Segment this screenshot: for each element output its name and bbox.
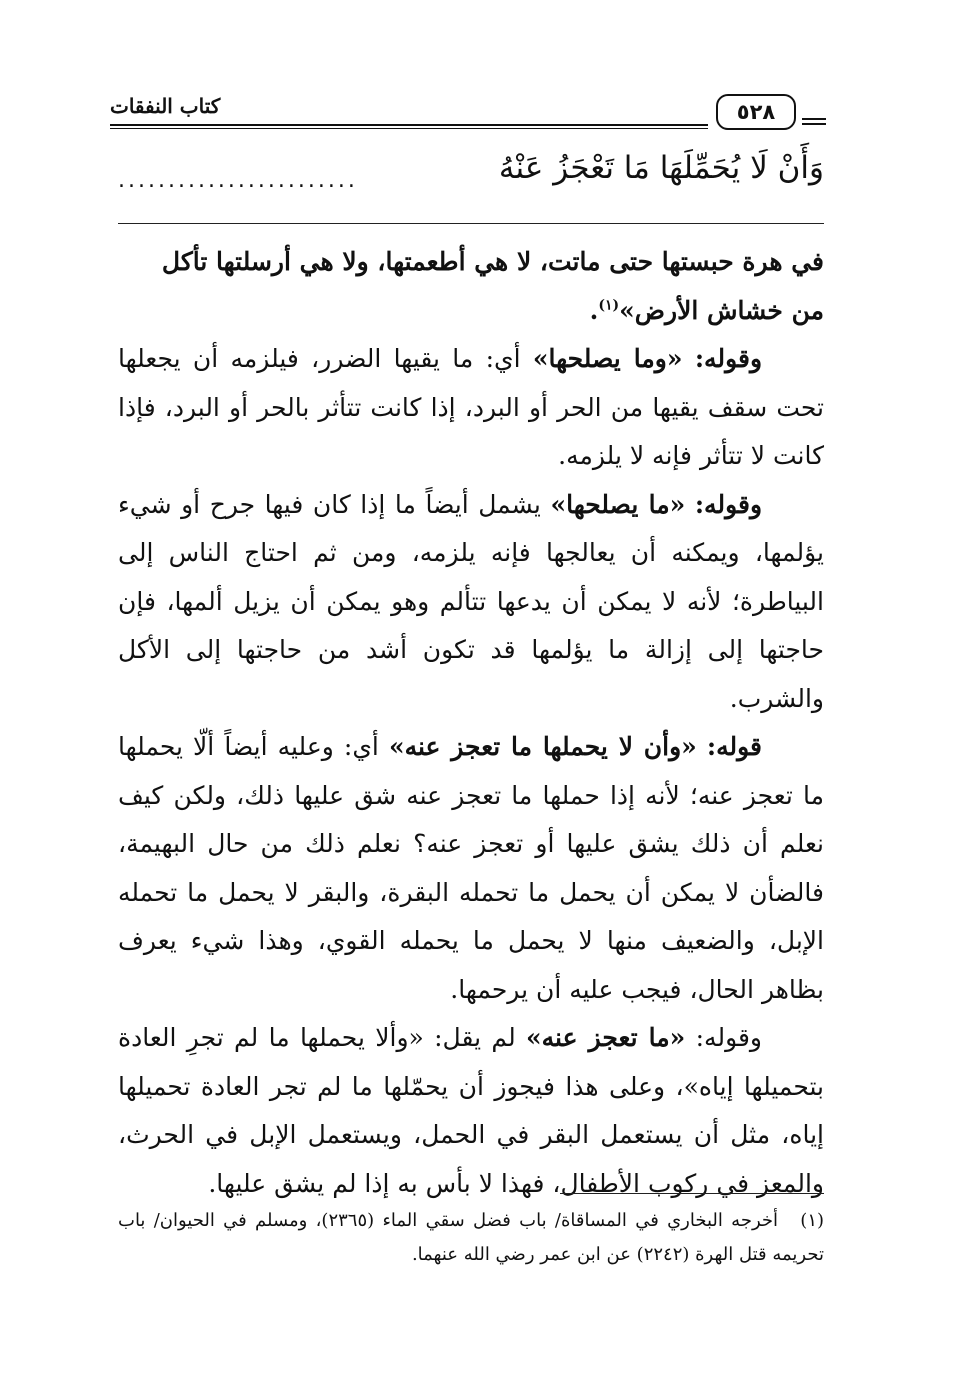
paragraph-lead: وقوله: bbox=[695, 1023, 763, 1052]
footnote-text: أخرجه البخاري في المساقاة/ باب فضل سقي الماء (٢٣٦٥)، ومسلم في الحيوان/ باب تحريمه قتل الهرة (٢٢٤٢) عن ابن عمر رضي الله عنهما. bbox=[118, 1210, 824, 1265]
footnote-divider bbox=[560, 1193, 824, 1194]
body-text bbox=[118, 238, 824, 1208]
paragraph-4 bbox=[118, 723, 824, 1014]
paragraph-5 bbox=[118, 1014, 824, 1208]
hadith-line-1: في هرة حبستها حتى ماتت، لا هي أطعمتها، ولا هي أرسلتها تأكل bbox=[161, 247, 824, 276]
hadith-dots: ........................ bbox=[118, 168, 358, 193]
header-rule-short bbox=[802, 118, 826, 120]
header-rule bbox=[110, 124, 708, 126]
quoted-phrase: «وما يصلحها» bbox=[532, 344, 683, 373]
hadith-fragment: وَأَنْ لَا يُحَمِّلَهَا مَا تَعْجَزُ عَنْهُ bbox=[498, 150, 824, 186]
paragraph-text: أي: وعليه أيضاً ألّا يحملها ما تعجز عنه؛ لأنه إذا حملها ما تعجز عنه شق عليها ذلك، ولكن كيف نعلم أن ذلك يشق عليها أو تعجز عنه؟ نعلم ذلك من حال البهيمة، فالضأن لا يمكن أن يحمل ما تحمله البقرة، والبقر لا يحمل ما تحمله الإبل، والضعيف منها لا يحمل ما يحمله القوي، وهذا شيء يعرف بظاهر الحال، فيجب عليه أن يرحمها. bbox=[118, 732, 824, 1004]
hadith-end: . bbox=[589, 295, 599, 325]
paragraph-text: أي: ما يقيها الضرر، فيلزمه أن يجعلها تحت سقف يقيها من الحر أو البرد، إذا كانت تتأثر بالحر أو البرد، فإذا كانت لا تتأثر فإنه لا يلزمه. bbox=[118, 344, 824, 470]
paragraph-3 bbox=[118, 481, 824, 724]
running-header bbox=[110, 84, 824, 134]
page-number-frame bbox=[716, 94, 796, 130]
footnote bbox=[118, 1204, 824, 1272]
footnote-ref: (١) bbox=[598, 297, 620, 314]
paragraph-lead: وقوله: bbox=[694, 344, 763, 373]
footnote-number: (١) bbox=[800, 1210, 825, 1231]
paragraph-lead: قوله: bbox=[706, 732, 763, 761]
page-number: ٥٢٨ bbox=[736, 100, 776, 124]
header-rule-thin bbox=[110, 128, 708, 129]
paragraph-hadith-continuation bbox=[118, 238, 824, 335]
section-divider bbox=[118, 223, 824, 224]
paragraph-text: لم يقل: «وألا يحملها ما لم تجرِ العادة بتحميلها إياه»، وعلى هذا فيجوز أن يحمّلها ما لم تجر العادة تحميلها إياه، مثل أن يستعمل البقر في الحمل، ويستعمل الإبل في الحرث، والمعز في ركوب الأطفال، فهذا لا بأس به إذا لم يشق عليها. bbox=[118, 1023, 824, 1198]
header-rule-short-2 bbox=[802, 123, 826, 125]
paragraph-2 bbox=[118, 335, 824, 481]
paragraph-text: يشمل أيضاً ما إذا كان فيها جرح أو شيء يؤلمها، ويمكنه أن يعالجها فإنه يلزمه، ومن ثم احتاج الناس إلى البياطرة؛ لأنه لا يمكن أن يدعها تتألم وهو يمكن أن يزيل ألمها، فإن حاجتها إلى إزالة ما يؤلمها قد تكون أشد من حاجتها إلى الأكل والشرب. bbox=[118, 489, 824, 713]
quoted-phrase: «ما يصلحها» bbox=[550, 489, 686, 519]
paragraph-lead: وقوله: bbox=[694, 489, 763, 519]
quoted-phrase: «ما تعجز عنه» bbox=[526, 1023, 686, 1052]
book-title: كتاب النفقات bbox=[110, 94, 221, 118]
quoted-phrase: «وأن لا يحملها ما تعجز عنه» bbox=[388, 732, 697, 761]
hadith-line-2: من خشاش الأرض» bbox=[619, 295, 824, 325]
